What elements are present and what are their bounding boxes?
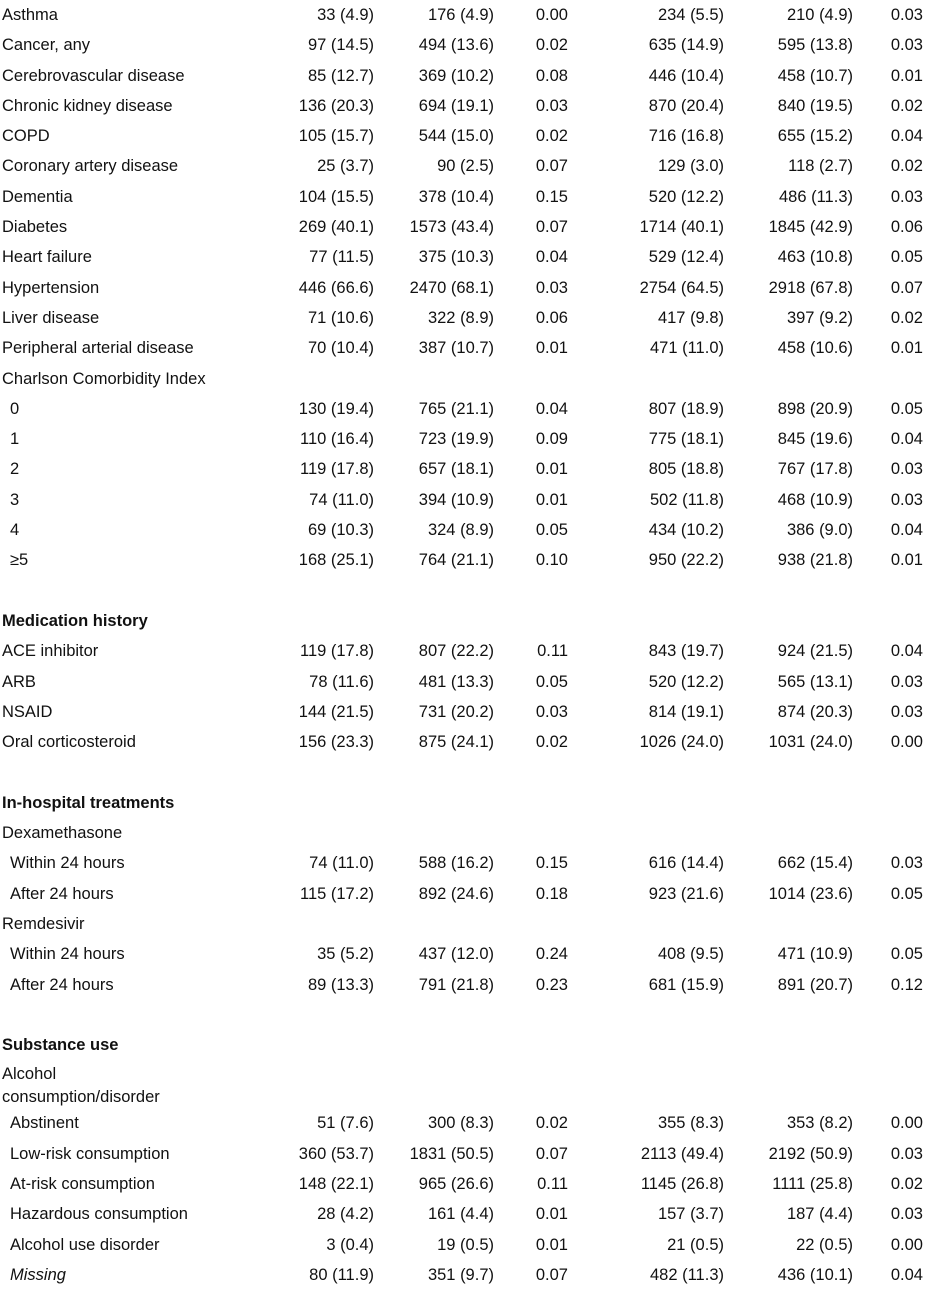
table-cell: 807 (22.2): [418, 642, 494, 661]
table-cell: 70 (10.4): [307, 339, 374, 358]
table-cell: 0.03: [890, 854, 923, 873]
row-label: Dementia: [2, 187, 73, 206]
table-cell: 0.18: [535, 884, 568, 903]
table-cell: 1111 (25.8): [772, 1174, 853, 1193]
row-label: Hazardous consumption: [10, 1205, 188, 1224]
table-cell: 74 (11.0): [309, 854, 374, 873]
table-cell: 2754 (64.5): [639, 278, 724, 297]
table-cell: 1831 (50.5): [409, 1144, 494, 1163]
table-cell: 716 (16.8): [648, 127, 724, 146]
row-label: 3: [10, 490, 20, 509]
table-cell: 446 (10.4): [648, 66, 724, 85]
subsection-row: [0, 1060, 925, 1108]
table-row: [0, 0, 925, 30]
table-cell: 0.07: [890, 278, 923, 297]
table-cell: 144 (21.5): [298, 702, 374, 721]
table-cell: 0.04: [890, 521, 923, 540]
table-row: [0, 212, 925, 242]
table-cell: 694 (19.1): [418, 96, 494, 115]
table-cell: 0.05: [890, 945, 923, 964]
table-cell: 2192 (50.9): [768, 1144, 853, 1163]
table-cell: 0.04: [535, 399, 568, 418]
table-cell: 157 (3.7): [657, 1205, 724, 1224]
table-cell: 0.03: [890, 702, 923, 721]
table-cell: 731 (20.2): [418, 702, 494, 721]
table-cell: 118 (2.7): [788, 157, 853, 176]
table-row: [0, 30, 925, 60]
table-cell: 0.06: [535, 308, 568, 327]
table-cell: 775 (18.1): [648, 430, 724, 449]
table-cell: 78 (11.6): [309, 672, 374, 691]
section-title: In-hospital treatments: [2, 793, 175, 812]
row-label: Abstinent: [10, 1114, 79, 1133]
table-cell: 1031 (24.0): [768, 733, 853, 752]
table-cell: 104 (15.5): [298, 187, 374, 206]
table-row: [0, 848, 925, 878]
table-cell: 529 (12.4): [648, 248, 724, 267]
table-cell: 3 (0.4): [326, 1235, 374, 1254]
table-cell: 89 (13.3): [307, 975, 374, 994]
table-cell: 0.03: [535, 96, 568, 115]
table-cell: 471 (10.9): [777, 945, 853, 964]
table-cell: 588 (16.2): [418, 854, 494, 873]
subsection-row: [0, 909, 925, 939]
row-label: 0: [10, 399, 20, 418]
row-label: Coronary artery disease: [2, 157, 179, 176]
subsection-row: [0, 364, 925, 394]
table-cell: 77 (11.5): [309, 248, 374, 267]
table-cell: 0.02: [535, 1114, 568, 1133]
row-label: Charlson Comorbidity Index: [2, 369, 206, 388]
row-label: Oral corticosteroid: [2, 733, 136, 752]
table-cell: 0.05: [890, 884, 923, 903]
table-cell: 471 (11.0): [650, 339, 724, 358]
table-cell: 481 (13.3): [418, 672, 494, 691]
table-row: [0, 91, 925, 121]
table-cell: 0.05: [890, 399, 923, 418]
table-cell: 655 (15.2): [777, 127, 853, 146]
table-cell: 814 (19.1): [648, 702, 724, 721]
table-cell: 662 (15.4): [777, 854, 853, 873]
table-row: [0, 303, 925, 333]
table-cell: 351 (9.7): [427, 1265, 494, 1284]
table-cell: 0.02: [535, 733, 568, 752]
table-cell: 397 (9.2): [786, 308, 853, 327]
table-cell: 436 (10.1): [777, 1265, 853, 1284]
table-cell: 176 (4.9): [427, 6, 494, 24]
table-cell: 408 (9.5): [657, 945, 724, 964]
table-row: [0, 151, 925, 181]
table-cell: 375 (10.3): [418, 248, 494, 267]
table-cell: 458 (10.6): [777, 339, 853, 358]
table-row: [0, 1169, 925, 1199]
table-cell: 0.01: [535, 339, 568, 358]
table-cell: 161 (4.4): [427, 1205, 494, 1224]
table-row: [0, 1260, 925, 1290]
table-cell: 1026 (24.0): [639, 733, 724, 752]
table-row: [0, 970, 925, 1000]
table-cell: 870 (20.4): [648, 96, 724, 115]
table-cell: 0.01: [535, 1235, 568, 1254]
row-label: Diabetes: [2, 218, 68, 237]
subsection-row: [0, 818, 925, 848]
table-cell: 0.01: [890, 551, 923, 570]
row-label: Peripheral arterial disease: [2, 339, 194, 358]
table-cell: 805 (18.8): [648, 460, 724, 479]
table-cell: 0.00: [535, 6, 568, 24]
table-cell: 494 (13.6): [418, 36, 494, 55]
table-cell: 520 (12.2): [648, 187, 724, 206]
table-cell: 0.07: [535, 1265, 568, 1284]
table-row: [0, 242, 925, 272]
table-cell: 156 (23.3): [298, 733, 374, 752]
table-cell: 136 (20.3): [298, 96, 374, 115]
table-cell: 595 (13.8): [777, 36, 853, 55]
table-cell: 0.03: [890, 36, 923, 55]
table-cell: 463 (10.8): [777, 248, 853, 267]
table-cell: 69 (10.3): [307, 521, 374, 540]
table-cell: 923 (21.6): [648, 884, 724, 903]
table-cell: 25 (3.7): [317, 157, 374, 176]
table-cell: 0.02: [890, 96, 923, 115]
table-cell: 0.02: [535, 36, 568, 55]
table-cell: 1573 (43.4): [409, 218, 494, 237]
table-cell: 119 (17.8): [300, 642, 374, 661]
table-cell: 115 (17.2): [300, 884, 374, 903]
table-row: [0, 424, 925, 454]
row-label: ARB: [2, 672, 36, 691]
table-cell: 0.03: [890, 460, 923, 479]
section-header-row: [0, 606, 925, 636]
table-cell: 0.05: [535, 521, 568, 540]
table-cell: 130 (19.4): [298, 399, 374, 418]
table-cell: 35 (5.2): [317, 945, 374, 964]
section-title: Substance use: [2, 1036, 119, 1055]
table-cell: 520 (12.2): [648, 672, 724, 691]
table-cell: 168 (25.1): [298, 551, 374, 570]
table-cell: 0.04: [890, 1265, 923, 1284]
row-label: COPD: [2, 127, 50, 146]
table-cell: 234 (5.5): [657, 6, 724, 24]
row-label: Missing: [10, 1265, 66, 1284]
table-row: [0, 1199, 925, 1229]
row-label: Cerebrovascular disease: [2, 66, 185, 85]
table-cell: 1714 (40.1): [639, 218, 724, 237]
row-label: Dexamethasone: [2, 824, 123, 843]
table-cell: 80 (11.9): [309, 1265, 374, 1284]
table-row: [0, 515, 925, 545]
table-cell: 105 (15.7): [298, 127, 374, 146]
table-cell: 387 (10.7): [418, 339, 494, 358]
table-cell: 0.02: [535, 127, 568, 146]
table-cell: 892 (24.6): [418, 884, 494, 903]
table-row: [0, 1230, 925, 1260]
table-cell: 0.03: [890, 187, 923, 206]
table-cell: 0.04: [890, 642, 923, 661]
table-cell: 0.12: [890, 975, 923, 994]
table-cell: 0.05: [535, 672, 568, 691]
row-label: Asthma: [2, 6, 58, 24]
table-cell: 28 (4.2): [317, 1205, 374, 1224]
table-cell: 468 (10.9): [777, 490, 853, 509]
row-label: Alcohol use disorder: [10, 1235, 160, 1254]
table-cell: 845 (19.6): [777, 430, 853, 449]
table-cell: 0.00: [890, 1114, 923, 1133]
table-row: [0, 121, 925, 151]
table-row: [0, 1139, 925, 1169]
table-cell: 0.03: [890, 1144, 923, 1163]
table-cell: 502 (11.8): [650, 490, 724, 509]
table-cell: 723 (19.9): [418, 430, 494, 449]
table-cell: 565 (13.1): [777, 672, 853, 691]
table-row: [0, 61, 925, 91]
spacer-row: [0, 757, 925, 787]
table-cell: 110 (16.4): [300, 430, 374, 449]
table-cell: 0.15: [535, 854, 568, 873]
section-header-row: [0, 1030, 925, 1060]
row-label: Alcohol consumption/disorder: [2, 1065, 160, 1107]
table-cell: 360 (53.7): [298, 1144, 374, 1163]
table-cell: 19 (0.5): [437, 1235, 494, 1254]
table-cell: 938 (21.8): [777, 551, 853, 570]
table-cell: 950 (22.2): [648, 551, 724, 570]
table-cell: 924 (21.5): [777, 642, 853, 661]
table-cell: 22 (0.5): [796, 1235, 853, 1254]
table-cell: 657 (18.1): [418, 460, 494, 479]
spacer-row: [0, 576, 925, 606]
row-label: After 24 hours: [10, 884, 114, 903]
table-cell: 437 (12.0): [418, 945, 494, 964]
table-row: [0, 1108, 925, 1138]
section-title: Medication history: [2, 611, 148, 630]
table-cell: 71 (10.6): [307, 308, 374, 327]
row-label: Within 24 hours: [10, 854, 125, 873]
table-row: [0, 394, 925, 424]
table-cell: 486 (11.3): [779, 187, 853, 206]
row-label: ≥5: [10, 551, 29, 570]
table-cell: 90 (2.5): [437, 157, 494, 176]
row-label: Low-risk consumption: [10, 1144, 170, 1163]
table-row: [0, 273, 925, 303]
table-cell: 458 (10.7): [777, 66, 853, 85]
table-cell: 0.07: [535, 157, 568, 176]
table-cell: 681 (15.9): [648, 975, 724, 994]
table-cell: 1145 (26.8): [640, 1174, 724, 1193]
table-cell: 0.00: [890, 1235, 923, 1254]
table-row: [0, 636, 925, 666]
table-cell: 300 (8.3): [427, 1114, 494, 1133]
table-cell: 1014 (23.6): [768, 884, 853, 903]
row-label: 4: [10, 521, 20, 540]
table-cell: 0.23: [535, 975, 568, 994]
table-cell: 1845 (42.9): [768, 218, 853, 237]
table-cell: 148 (22.1): [298, 1174, 374, 1193]
table-cell: 0.03: [535, 278, 568, 297]
table-cell: 2470 (68.1): [409, 278, 494, 297]
table-cell: 0.09: [535, 430, 568, 449]
table-cell: 0.04: [890, 430, 923, 449]
table-cell: 355 (8.3): [657, 1114, 724, 1133]
table-cell: 394 (10.9): [418, 490, 494, 509]
table-cell: 0.03: [890, 490, 923, 509]
row-label: ACE inhibitor: [2, 642, 99, 661]
row-label: Cancer, any: [2, 36, 91, 55]
table-cell: 840 (19.5): [777, 96, 853, 115]
table-cell: 0.15: [535, 187, 568, 206]
table-cell: 0.06: [890, 218, 923, 237]
table-cell: 0.01: [535, 1205, 568, 1224]
row-label: Heart failure: [2, 248, 92, 267]
table-cell: 353 (8.2): [786, 1114, 853, 1133]
table-cell: 0.10: [535, 551, 568, 570]
table-cell: 0.02: [890, 1174, 923, 1193]
table-cell: 378 (10.4): [418, 187, 494, 206]
table-cell: 0.05: [890, 248, 923, 267]
row-label: 1: [10, 430, 20, 449]
table-cell: 843 (19.7): [648, 642, 724, 661]
table-cell: 0.08: [535, 66, 568, 85]
table-cell: 0.24: [535, 945, 568, 964]
table-cell: 0.07: [535, 1144, 568, 1163]
table-cell: 875 (24.1): [418, 733, 494, 752]
table-row: [0, 454, 925, 484]
table-cell: 764 (21.1): [418, 551, 494, 570]
table-cell: 21 (0.5): [667, 1235, 724, 1254]
table-row: [0, 182, 925, 212]
table-cell: 0.03: [535, 702, 568, 721]
table-cell: 898 (20.9): [777, 399, 853, 418]
table-cell: 74 (11.0): [309, 490, 374, 509]
table-cell: 0.03: [890, 6, 923, 24]
table-row: [0, 879, 925, 909]
table-cell: 2918 (67.8): [768, 278, 853, 297]
table-cell: 2113 (49.4): [640, 1144, 724, 1163]
table-cell: 0.01: [535, 460, 568, 479]
table-cell: 767 (17.8): [777, 460, 853, 479]
table-cell: 874 (20.3): [777, 702, 853, 721]
table-cell: 616 (14.4): [648, 854, 724, 873]
table-cell: 322 (8.9): [427, 308, 494, 327]
row-label: After 24 hours: [10, 975, 114, 994]
row-label: At-risk consumption: [10, 1174, 155, 1193]
table-row: [0, 727, 925, 757]
table-cell: 434 (10.2): [648, 521, 724, 540]
row-label: Within 24 hours: [10, 945, 125, 964]
table-cell: 965 (26.6): [418, 1174, 494, 1193]
table-row: [0, 939, 925, 969]
table-cell: 0.11: [537, 1174, 568, 1193]
row-label: NSAID: [2, 702, 53, 721]
table-cell: 0.01: [535, 490, 568, 509]
table-cell: 119 (17.8): [300, 460, 374, 479]
table-cell: 324 (8.9): [427, 521, 494, 540]
row-label: Hypertension: [2, 278, 100, 297]
table-row: [0, 667, 925, 697]
table-cell: 807 (18.9): [648, 399, 724, 418]
spacer-row: [0, 1000, 925, 1030]
table-row: [0, 545, 925, 575]
table-cell: 635 (14.9): [648, 36, 724, 55]
table-cell: 85 (12.7): [307, 66, 374, 85]
section-header-row: [0, 788, 925, 818]
table-cell: 210 (4.9): [786, 6, 853, 24]
table-cell: 482 (11.3): [650, 1265, 724, 1284]
table-cell: 0.01: [890, 339, 923, 358]
table-cell: 791 (21.8): [418, 975, 494, 994]
table-cell: 417 (9.8): [657, 308, 724, 327]
table-row: [0, 333, 925, 363]
table-row: [0, 485, 925, 515]
table-cell: 0.11: [537, 642, 568, 661]
table-cell: 129 (3.0): [657, 157, 724, 176]
row-label: Chronic kidney disease: [2, 96, 173, 115]
table-cell: 0.02: [890, 308, 923, 327]
table-row: [0, 697, 925, 727]
row-label: Remdesivir: [2, 914, 85, 933]
table-cell: 369 (10.2): [418, 66, 494, 85]
table-cell: 891 (20.7): [777, 975, 853, 994]
table-cell: 0.03: [890, 1205, 923, 1224]
table-cell: 386 (9.0): [786, 521, 853, 540]
table-cell: 0.01: [890, 66, 923, 85]
table-cell: 97 (14.5): [307, 36, 374, 55]
row-label: 2: [10, 460, 20, 479]
table-cell: 269 (40.1): [298, 218, 374, 237]
row-label: Liver disease: [2, 308, 100, 327]
table-cell: 0.00: [890, 733, 923, 752]
table-cell: 0.04: [535, 248, 568, 267]
table-cell: 0.02: [890, 157, 923, 176]
table-cell: 446 (66.6): [298, 278, 374, 297]
table-cell: 544 (15.0): [418, 127, 494, 146]
table-cell: 0.04: [890, 127, 923, 146]
table-cell: 51 (7.6): [317, 1114, 374, 1133]
table-cell: 765 (21.1): [418, 399, 494, 418]
table-cell: 33 (4.9): [317, 6, 374, 24]
table-cell: 187 (4.4): [786, 1205, 853, 1224]
table-cell: 0.07: [535, 218, 568, 237]
table-cell: 0.03: [890, 672, 923, 691]
